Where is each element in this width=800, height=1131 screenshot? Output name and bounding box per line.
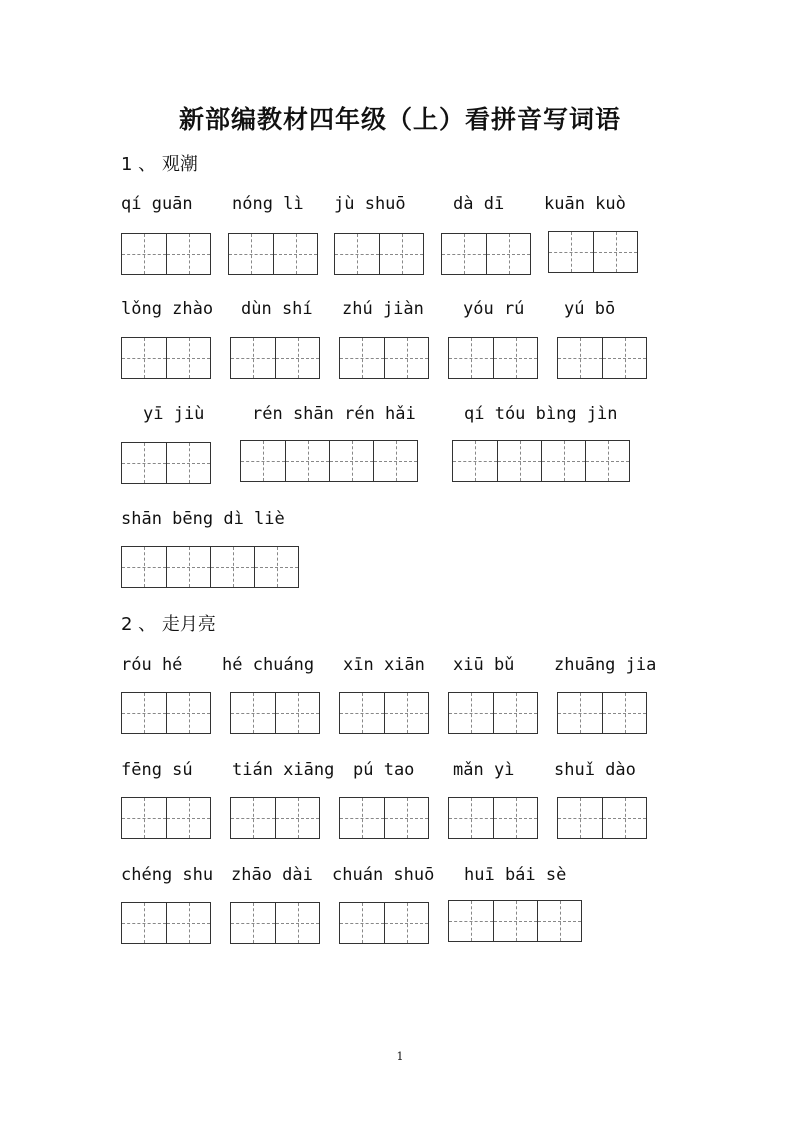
pinyin-label: zhuāng jia (554, 655, 657, 675)
pinyin-label: chuán shuō (332, 865, 435, 885)
pinyin-label: qí tóu bìng jìn (464, 404, 618, 424)
pinyin-label: qí guān (121, 194, 193, 214)
pinyin-label: kuān kuò (544, 194, 626, 214)
answer-box[interactable] (230, 337, 320, 379)
pinyin-label: yóu rú (463, 299, 525, 319)
page-title: 新部编教材四年级（上）看拼音写词语 (178, 105, 621, 134)
pinyin-label: xīn xiān (343, 655, 425, 675)
pinyin-label: rén shān rén hǎi (252, 404, 416, 424)
pinyin-label: shān bēng dì liè (121, 509, 285, 529)
answer-box[interactable] (548, 231, 638, 273)
pinyin-label: dùn shí (241, 299, 313, 319)
pinyin-label: hé chuáng (222, 655, 315, 675)
pinyin-label: shuǐ dào (554, 760, 636, 780)
answer-box[interactable] (334, 233, 424, 275)
answer-box[interactable] (121, 337, 211, 379)
answer-box[interactable] (121, 902, 211, 944)
answer-box[interactable] (339, 797, 429, 839)
answer-box[interactable] (121, 442, 211, 484)
answer-box[interactable] (228, 233, 318, 275)
pinyin-label: lǒng zhào (121, 299, 214, 319)
pinyin-label: chéng shu (121, 865, 214, 885)
answer-box[interactable] (448, 900, 582, 942)
answer-box[interactable] (230, 797, 320, 839)
pinyin-label: mǎn yì (453, 760, 515, 780)
answer-box[interactable] (448, 692, 538, 734)
pinyin-label: zhāo dài (231, 865, 313, 885)
answer-box[interactable] (230, 902, 320, 944)
answer-box[interactable] (441, 233, 531, 275)
answer-box[interactable] (230, 692, 320, 734)
pinyin-label: pú tao (353, 760, 415, 780)
answer-box[interactable] (240, 440, 418, 482)
pinyin-label: zhú jiàn (342, 299, 424, 319)
answer-box[interactable] (121, 233, 211, 275)
answer-box[interactable] (339, 337, 429, 379)
pinyin-label: yú bō (564, 299, 616, 319)
section-heading-1: 1 、 观潮 (121, 154, 198, 175)
answer-box[interactable] (557, 797, 647, 839)
page-number: 1 (396, 1050, 404, 1063)
pinyin-label: tián xiāng (232, 760, 335, 780)
pinyin-label: huī bái sè (464, 865, 567, 885)
section-heading-2: 2 、 走月亮 (121, 614, 216, 635)
answer-box[interactable] (557, 337, 647, 379)
answer-box[interactable] (448, 797, 538, 839)
pinyin-label: xiū bǔ (453, 655, 515, 675)
answer-box[interactable] (121, 692, 211, 734)
pinyin-label: fēng sú (121, 760, 193, 780)
answer-box[interactable] (121, 797, 211, 839)
pinyin-label: róu hé (121, 655, 183, 675)
answer-box[interactable] (448, 337, 538, 379)
answer-box[interactable] (452, 440, 630, 482)
answer-box[interactable] (121, 546, 299, 588)
pinyin-label: jù shuō (334, 194, 406, 214)
pinyin-label: nóng lì (232, 194, 304, 214)
answer-box[interactable] (339, 692, 429, 734)
pinyin-label: dà dī (453, 194, 505, 214)
answer-box[interactable] (339, 902, 429, 944)
pinyin-label: yī jiù (143, 404, 205, 424)
answer-box[interactable] (557, 692, 647, 734)
